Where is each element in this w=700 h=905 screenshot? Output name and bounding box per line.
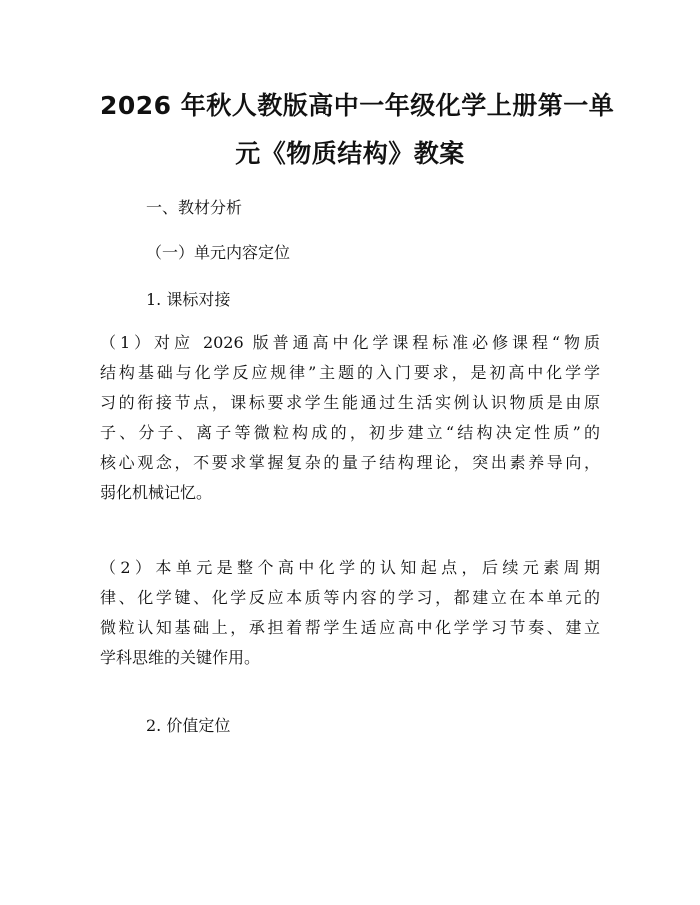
paragraph-unit-starting-point [100, 553, 600, 673]
paragraph-line: 律、化学键、化学反应本质等内容的学习，都建立在本单元的 [100, 588, 600, 607]
paragraph-line: 子、分子、离子等微粒构成的，初步建立“结构决定性质”的 [100, 423, 600, 442]
paragraph-line: 弱化机械记忆。 [100, 483, 213, 502]
item-heading-curriculum-alignment: 1. 课标对接 [146, 290, 231, 309]
paragraph-curriculum-standard [100, 328, 600, 508]
paragraph-line: 习的衔接节点，课标要求学生能通过生活实例认识物质是由原 [100, 393, 600, 412]
subsection-heading-unit-positioning: （一）单元内容定位 [146, 243, 291, 262]
paragraph-line: 结构基础与化学反应规律”主题的入门要求，是初高中化学学 [100, 363, 600, 382]
paragraph-line: 核心观念，不要求掌握复杂的量子结构理论，突出素养导向， [100, 453, 600, 472]
document-title-line-2: 元《物质结构》教案 [235, 139, 465, 168]
paragraph-line: （1）对应 2026 版普通高中化学课程标准必修课程“物质 [100, 333, 600, 352]
paragraph-line: 微粒认知基础上，承担着帮学生适应高中化学学习节奏、建立 [100, 618, 600, 637]
paragraph-line: （2）本单元是整个高中化学的认知起点，后续元素周期 [100, 558, 600, 577]
document-title-line-1: 2026 年秋人教版高中一年级化学上册第一单 [100, 91, 615, 120]
section-heading-teaching-material-analysis: 一、教材分析 [146, 198, 243, 217]
item-heading-value-positioning: 2. 价值定位 [146, 716, 231, 735]
paragraph-line: 学科思维的关键作用。 [100, 648, 261, 667]
